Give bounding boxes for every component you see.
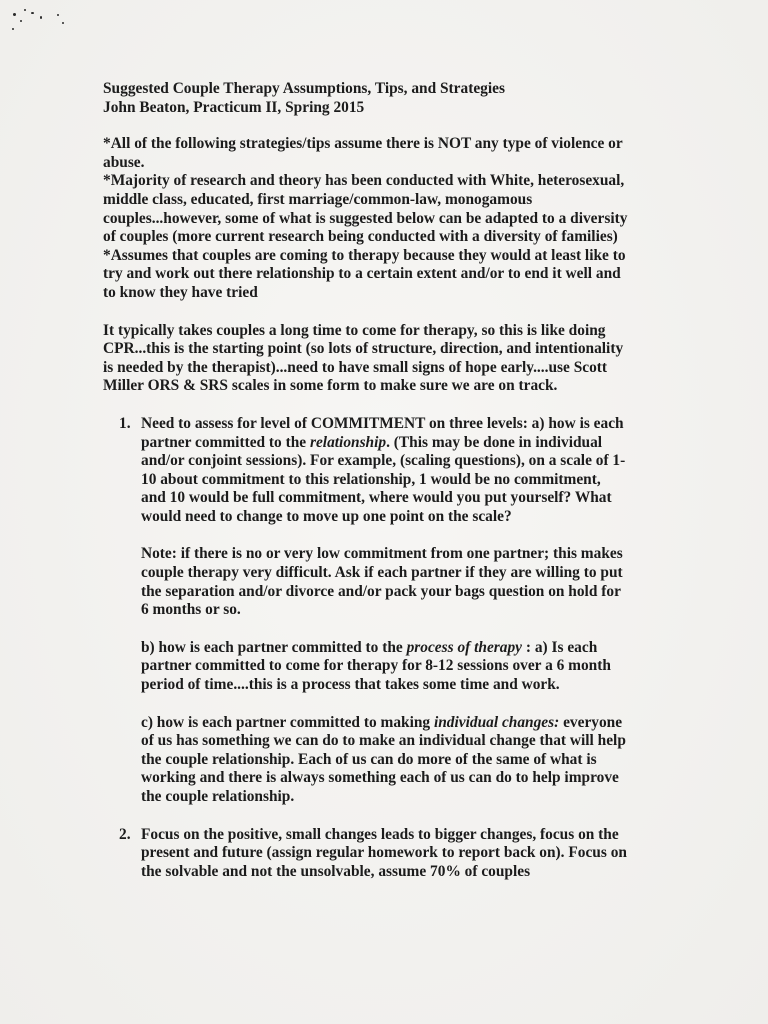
commitment-process: b) how is each partner committed to the process of therapy : a) Is each partner committed to come for therapy for 8-12 sessions over a 6 month period of time....this is a process that takes some time and work.: [141, 638, 611, 694]
scan-speck: [40, 16, 42, 19]
scan-speck: [24, 9, 26, 11]
list-number: 1.: [119, 414, 131, 432]
list-item-commitment: [119, 415, 628, 527]
list-item-text: Need to assess for level of COMMITMENT on three levels: a) how is each partner committed to the relationship. (This may be done in individual and/or conjoint sessions). For example, (scaling questions), on a scale of 1-10 about commitment to this relationship, 1 would be no commitment, and 10 would be full commitment, where would you put yourself? What would need to change to move up one point on the scale?: [141, 414, 626, 525]
assumption-motivation: *Assumes that couples are coming to therapy because they would at least like to try and work out there relationship to a certain extent and/or to end it well and to know they have tried: [103, 246, 626, 301]
scan-speck: [13, 13, 16, 16]
commitment-note: Note: if there is no or very low commitment from one partner; this makes couple therapy very difficult. Ask if each partner if they are willing to put the separation and/or divorce and/or pack your bags question on hold for 6 months or so.: [141, 545, 623, 619]
assumption-violence: *All of the following strategies/tips assume there is NOT any type of violence or abuse.: [103, 135, 623, 171]
document-author: John Beaton, Practicum II, Spring 2015: [103, 98, 365, 116]
scan-speck: [20, 20, 22, 22]
list-item-positive: [119, 826, 628, 882]
commitment-individual-changes: c) how is each partner committed to making individual changes: everyone of us has something we can do to make an individual change that will help the couple relationship. Each of us can do more of the same of what is working and there is always something each of us can do to help improve the couple relationship.: [141, 713, 626, 805]
scan-speck: [57, 14, 59, 16]
scan-speck: [12, 28, 14, 30]
assumption-research: *Majority of research and theory has been conducted with White, heterosexual, middle class, educated, first marriage/common-law, monogamous couples...however, some of what is suggested below can be adapted to a diversity of couples (more current research being conducted with a diversity of families): [103, 172, 628, 246]
scan-speck: [31, 12, 34, 14]
scan-speck: [62, 22, 64, 24]
list-item-text: Focus on the positive, small changes leads to bigger changes, focus on the present and future (assign regular homework to report back on). Focus on the solvable and not the unsolvable, assume 70% of couples: [141, 825, 627, 880]
document-body: [103, 80, 628, 881]
document-title: Suggested Couple Therapy Assumptions, Tips, and Strategies: [103, 80, 505, 97]
intro-paragraph: It typically takes couples a long time to come for therapy, so this is like doing CPR...this is the starting point (so lots of structure, direction, and intentionality is needed by the therapist)...need to have small signs of hope early....use Scott Miller ORS & SRS scales in some form to make sure we are on track.: [103, 321, 624, 395]
list-number: 2.: [119, 825, 131, 843]
